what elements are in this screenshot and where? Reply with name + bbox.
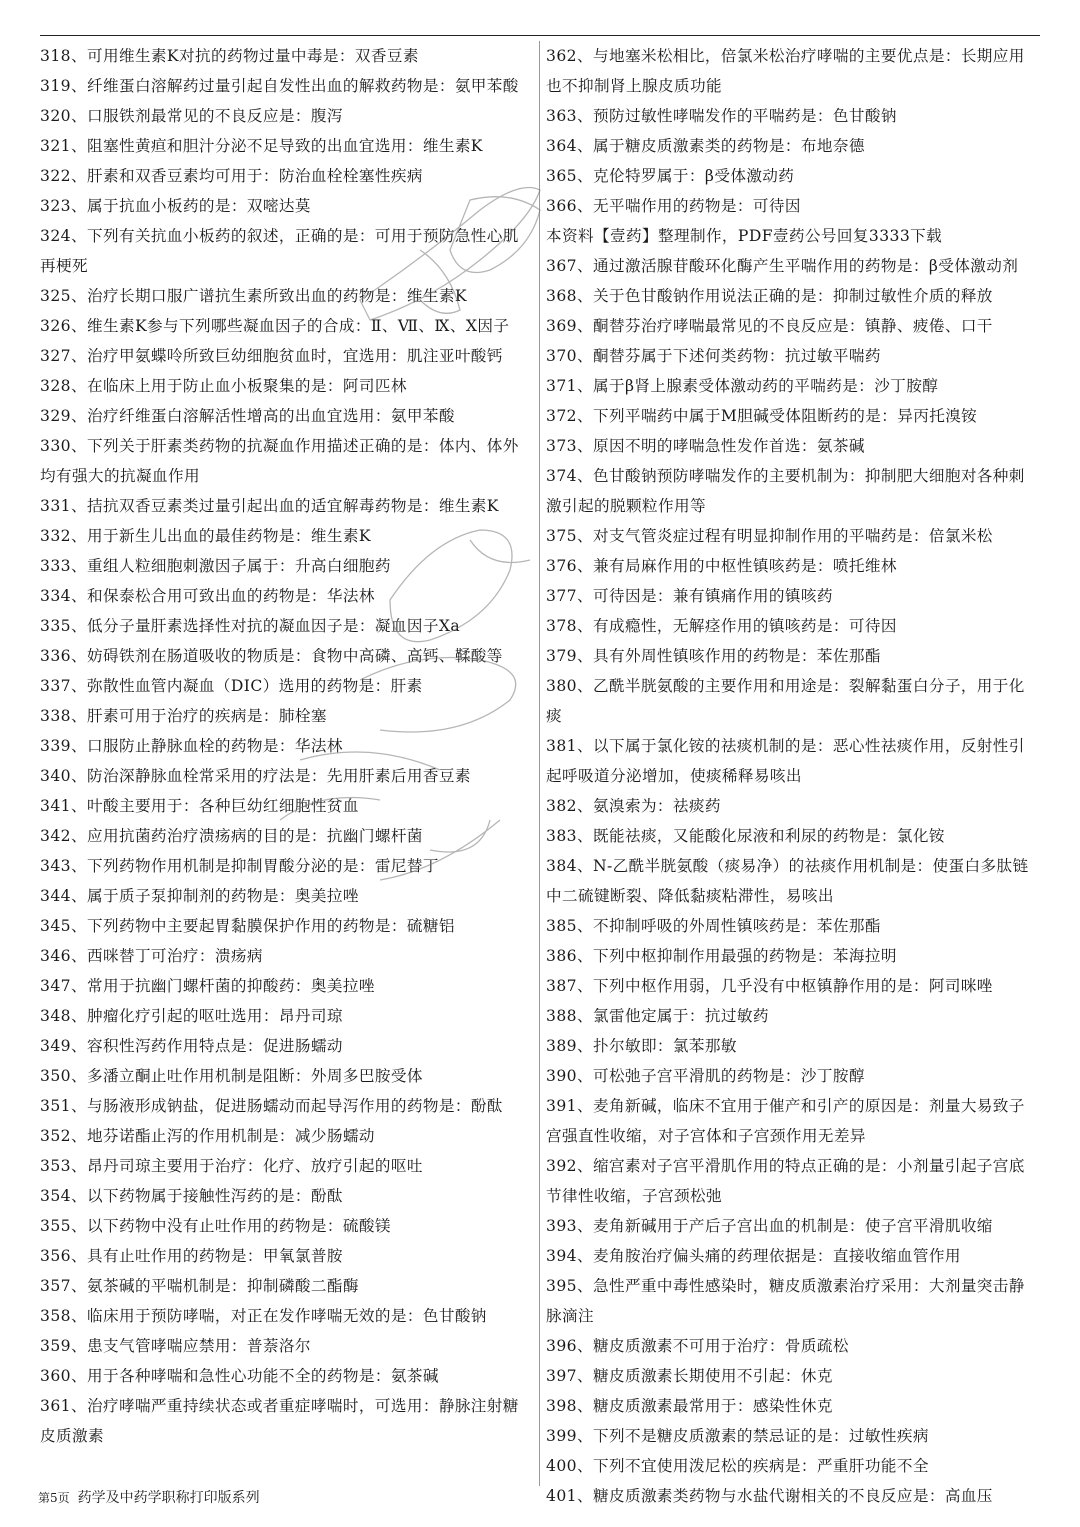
left-question-item: 327、治疗甲氨蝶呤所致巨幼细胞贫血时，宜选用：肌注亚叶酸钙 bbox=[40, 347, 503, 365]
right-question-item: 本资料【壹药】整理制作，PDF壹药公号回复3333下载 bbox=[546, 227, 943, 245]
left-question-item: 351、与肠液形成钠盐，促进肠蠕动而起导泻作用的药物是：酚酞 bbox=[40, 1097, 503, 1115]
right-question-item: 389、扑尔敏即：氯苯那敏 bbox=[546, 1037, 737, 1055]
right-question-item: 400、下列不宜使用泼尼松的疾病是：严重肝功能不全 bbox=[546, 1457, 929, 1475]
right-question-item: 401、糖皮质激素类药物与水盐代谢相关的不良反应是：高血压 bbox=[546, 1487, 993, 1505]
right-question-item: 387、下列中枢作用弱，几乎没有中枢镇静作用的是：阿司咪唑 bbox=[546, 977, 993, 995]
right-question-item: 383、既能祛痰，又能酸化尿液和利尿的药物是：氯化铵 bbox=[546, 827, 945, 845]
left-question-item: 338、肝素可用于治疗的疾病是：肺栓塞 bbox=[40, 707, 327, 725]
right-question-item: 364、属于糖皮质激素类的药物是：布地奈德 bbox=[546, 137, 865, 155]
left-question-item: 346、西咪替丁可治疗：溃疡病 bbox=[40, 947, 263, 965]
left-question-item: 335、低分子量肝素选择性对抗的凝血因子是：凝血因子Ⅹa bbox=[40, 617, 461, 635]
right-question-item: 395、急性严重中毒性感染时，糖皮质激素治疗采用：大剂量突击静脉滴注 bbox=[546, 1277, 1025, 1325]
right-question-item: 375、对支气管炎症过程有明显抑制作用的平喘药是：倍氯米松 bbox=[546, 527, 993, 545]
left-question-item: 349、容积性泻药作用特点是：促进肠蠕动 bbox=[40, 1037, 343, 1055]
left-question-item: 325、治疗长期口服广谱抗生素所致出血的药物是：维生素K bbox=[40, 287, 467, 305]
right-question-item: 376、兼有局麻作用的中枢性镇咳药是：喷托维林 bbox=[546, 557, 897, 575]
series-title: 药学及中药学职称打印版系列 bbox=[77, 1490, 260, 1506]
left-question-item: 339、口服防止静脉血栓的药物是：华法林 bbox=[40, 737, 343, 755]
right-question-item: 397、糖皮质激素长期使用不引起：休克 bbox=[546, 1367, 833, 1385]
right-question-item: 378、有成瘾性，无解痉作用的镇咳药是：可待因 bbox=[546, 617, 897, 635]
right-question-item: 369、酮替芬治疗哮喘最常见的不良反应是：镇静、疲倦、口干 bbox=[546, 317, 993, 335]
left-question-item: 358、临床用于预防哮喘，对正在发作哮喘无效的是：色甘酸钠 bbox=[40, 1307, 487, 1325]
right-question-item: 394、麦角胺治疗偏头痛的药理依据是：直接收缩血管作用 bbox=[546, 1247, 961, 1265]
left-question-item: 345、下列药物中主要起胃黏膜保护作用的药物是：硫糖铝 bbox=[40, 917, 455, 935]
right-question-item: 377、可待因是：兼有镇痛作用的镇咳药 bbox=[546, 587, 833, 605]
right-question-item: 386、下列中枢抑制作用最强的药物是：苯海拉明 bbox=[546, 947, 897, 965]
left-question-item: 347、常用于抗幽门螺杆菌的抑酸药：奥美拉唑 bbox=[40, 977, 375, 995]
right-column bbox=[546, 41, 1040, 1505]
left-question-item: 361、治疗哮喘严重持续状态或者重症哮喘时，可选用：静脉注射糖皮质激素 bbox=[40, 1397, 519, 1445]
right-question-item: 367、通过激活腺苷酸环化酶产生平喘作用的药物是：β受体激动剂 bbox=[546, 257, 1019, 275]
right-question-item: 365、克伦特罗属于：β受体激动药 bbox=[546, 167, 795, 185]
left-question-item: 318、可用维生素K对抗的药物过量中毒是：双香豆素 bbox=[40, 47, 419, 65]
left-question-item: 331、拮抗双香豆素类过量引起出血的适宜解毒药物是：维生素K bbox=[40, 497, 499, 515]
right-question-item: 372、下列平喘药中属于M胆碱受体阻断药的是：异丙托溴铵 bbox=[546, 407, 978, 425]
right-question-item: 366、无平喘作用的药物是：可待因 bbox=[546, 197, 801, 215]
left-question-item: 326、维生素K参与下列哪些凝血因子的合成：Ⅱ、Ⅶ、Ⅸ、Ⅹ因子 bbox=[40, 317, 510, 335]
right-question-item: 374、色甘酸钠预防哮喘发作的主要机制为：抑制肥大细胞对各种刺激引起的脱颗粒作用等 bbox=[546, 467, 1025, 515]
left-question-item: 342、应用抗菌药治疗溃疡病的目的是：抗幽门螺杆菌 bbox=[40, 827, 423, 845]
right-question-item: 390、可松弛子宫平滑肌的药物是：沙丁胺醇 bbox=[546, 1067, 865, 1085]
right-question-item: 373、原因不明的哮喘急性发作首选：氨茶碱 bbox=[546, 437, 865, 455]
right-question-item: 380、乙酰半胱氨酸的主要作用和用途是：裂解黏蛋白分子，用于化痰 bbox=[546, 677, 1025, 725]
right-question-item: 393、麦角新碱用于产后子宫出血的机制是：使子宫平滑肌收缩 bbox=[546, 1217, 993, 1235]
right-question-item: 381、以下属于氯化铵的祛痰机制的是：恶心性祛痰作用，反射性引起呼吸道分泌增加，使痰稀释易咳出 bbox=[546, 737, 1025, 785]
right-question-item: 388、氯雷他定属于：抗过敏药 bbox=[546, 1007, 769, 1025]
page-number: 第5页 bbox=[38, 1491, 70, 1505]
right-question-item: 396、糖皮质激素不可用于治疗：骨质疏松 bbox=[546, 1337, 849, 1355]
page-footer bbox=[38, 1488, 260, 1508]
left-question-item: 332、用于新生儿出血的最佳药物是：维生素K bbox=[40, 527, 371, 545]
left-question-item: 353、昂丹司琼主要用于治疗：化疗、放疗引起的呕吐 bbox=[40, 1157, 423, 1175]
right-question-item: 371、属于β肾上腺素受体激动药的平喘药是：沙丁胺醇 bbox=[546, 377, 939, 395]
left-question-item: 324、下列有关抗血小板药的叙述，正确的是：可用于预防急性心肌再梗死 bbox=[40, 227, 519, 275]
right-question-item: 398、糖皮质激素最常用于：感染性休克 bbox=[546, 1397, 833, 1415]
left-question-item: 329、治疗纤维蛋白溶解活性增高的出血宜选用：氨甲苯酸 bbox=[40, 407, 455, 425]
left-question-item: 360、用于各种哮喘和急性心功能不全的药物是：氨茶碱 bbox=[40, 1367, 439, 1385]
left-question-item: 354、以下药物属于接触性泻药的是：酚酞 bbox=[40, 1187, 343, 1205]
right-question-item: 399、下列不是糖皮质激素的禁忌证的是：过敏性疾病 bbox=[546, 1427, 929, 1445]
left-question-item: 355、以下药物中没有止吐作用的药物是：硫酸镁 bbox=[40, 1217, 391, 1235]
right-question-item: 368、关于色甘酸钠作用说法正确的是：抑制过敏性介质的释放 bbox=[546, 287, 993, 305]
left-question-item: 350、多潘立酮止吐作用机制是阻断：外周多巴胺受体 bbox=[40, 1067, 423, 1085]
right-question-item: 379、具有外周性镇咳作用的药物是：苯佐那酯 bbox=[546, 647, 881, 665]
left-question-item: 337、弥散性血管内凝血（DIC）选用的药物是：肝素 bbox=[40, 677, 423, 695]
left-question-item: 323、属于抗血小板药的是：双嘧达莫 bbox=[40, 197, 311, 215]
left-question-item: 320、口服铁剂最常见的不良反应是：腹泻 bbox=[40, 107, 343, 125]
left-question-item: 334、和保泰松合用可致出血的药物是：华法林 bbox=[40, 587, 375, 605]
right-question-item: 392、缩宫素对子宫平滑肌作用的特点正确的是：小剂量引起子宫底节律性收缩，子宫颈松弛 bbox=[546, 1157, 1025, 1205]
left-question-item: 333、重组人粒细胞刺激因子属于：升高白细胞药 bbox=[40, 557, 391, 575]
left-question-item: 328、在临床上用于防止血小板聚集的是：阿司匹林 bbox=[40, 377, 407, 395]
right-question-item: 362、与地塞米松相比，倍氯米松治疗哮喘的主要优点是：长期应用也不抑制肾上腺皮质功能 bbox=[546, 47, 1025, 95]
left-question-item: 352、地芬诺酯止泻的作用机制是：减少肠蠕动 bbox=[40, 1127, 375, 1145]
left-question-item: 319、纤维蛋白溶解药过量引起自发性出血的解救药物是：氨甲苯酸 bbox=[40, 77, 519, 95]
left-question-item: 322、肝素和双香豆素均可用于：防治血栓栓塞性疾病 bbox=[40, 167, 423, 185]
left-question-item: 336、妨碍铁剂在肠道吸收的物质是：食物中高磷、高钙、鞣酸等 bbox=[40, 647, 503, 665]
left-question-item: 356、具有止吐作用的药物是：甲氧氯普胺 bbox=[40, 1247, 343, 1265]
top-rule bbox=[40, 35, 1040, 36]
left-question-item: 321、阻塞性黄疸和胆汁分泌不足导致的出血宜选用：维生素K bbox=[40, 137, 483, 155]
right-question-item: 363、预防过敏性哮喘发作的平喘药是：色甘酸钠 bbox=[546, 107, 897, 125]
left-question-item: 340、防治深静脉血栓常采用的疗法是：先用肝素后用香豆素 bbox=[40, 767, 471, 785]
left-question-item: 359、患支气管哮喘应禁用：普萘洛尔 bbox=[40, 1337, 311, 1355]
left-question-item: 348、肿瘤化疗引起的呕吐选用：昂丹司琼 bbox=[40, 1007, 343, 1025]
right-question-item: 384、N-乙酰半胱氨酸（痰易净）的祛痰作用机制是：使蛋白多肽链中二硫键断裂、降低黏痰粘滞性，易咳出 bbox=[546, 857, 1029, 905]
left-question-item: 357、氨茶碱的平喘机制是：抑制磷酸二酯酶 bbox=[40, 1277, 359, 1295]
left-column bbox=[40, 41, 534, 1486]
right-question-item: 391、麦角新碱，临床不宜用于催产和引产的原因是：剂量大易致子宫强直性收缩，对子宫体和子宫颈作用无差异 bbox=[546, 1097, 1025, 1145]
left-question-item: 341、叶酸主要用于：各种巨幼红细胞性贫血 bbox=[40, 797, 359, 815]
right-question-item: 382、氨溴索为：祛痰药 bbox=[546, 797, 721, 815]
right-question-item: 385、不抑制呼吸的外周性镇咳药是：苯佐那酯 bbox=[546, 917, 881, 935]
left-question-item: 343、下列药物作用机制是抑制胃酸分泌的是：雷尼替丁 bbox=[40, 857, 439, 875]
column-divider bbox=[539, 41, 540, 1486]
left-question-item: 330、下列关于肝素类药物的抗凝血作用描述正确的是：体内、体外均有强大的抗凝血作用 bbox=[40, 437, 519, 485]
right-question-item: 370、酮替芬属于下述何类药物：抗过敏平喘药 bbox=[546, 347, 881, 365]
left-question-item: 344、属于质子泵抑制剂的药物是：奥美拉唑 bbox=[40, 887, 359, 905]
